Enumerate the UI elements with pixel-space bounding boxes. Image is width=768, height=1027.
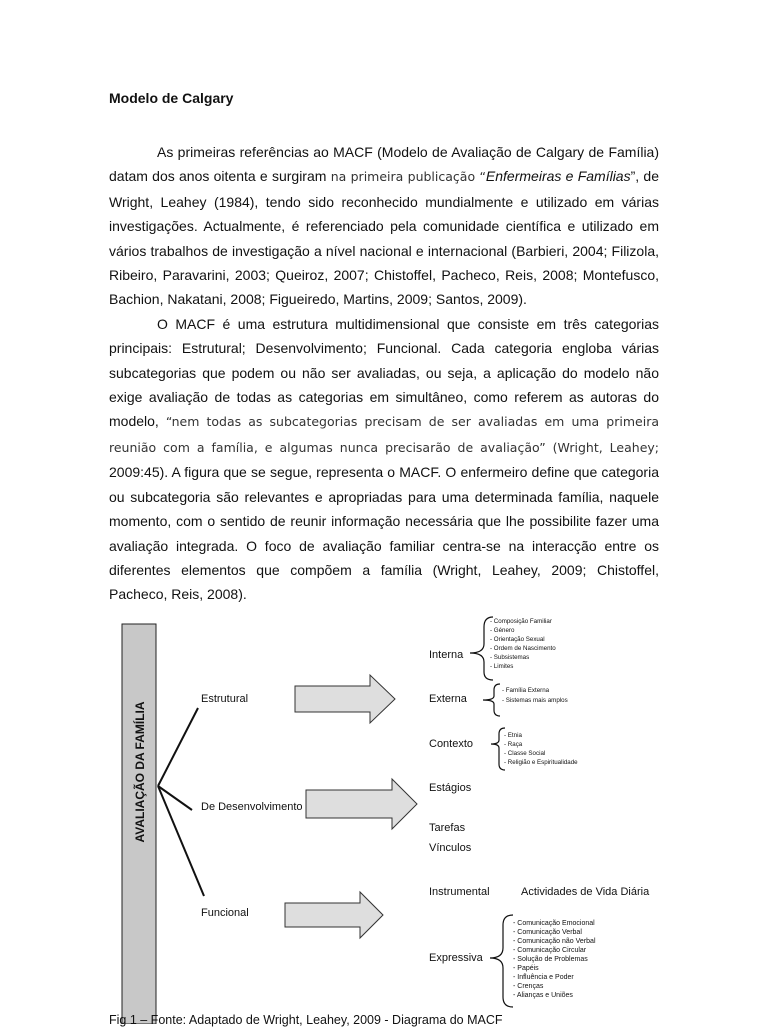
interna-item-6: - Limites <box>490 663 514 670</box>
interna-item-1: - Composição Familiar <box>490 618 552 625</box>
brace-expressiva <box>490 915 513 1007</box>
contexto-items <box>504 732 578 766</box>
sub-expressiva: Expressiva <box>429 952 483 964</box>
externa-item-2: - Sistemas mais amplos <box>502 697 568 704</box>
expressiva-item-3: - Comunicação não Verbal <box>513 938 596 945</box>
interna-item-5: - Subsistemas <box>490 654 530 661</box>
interna-items <box>490 618 556 670</box>
externa-item-1: - Família Externa <box>502 687 550 694</box>
contexto-item-3: - Classe Social <box>504 750 546 757</box>
figure-caption: Fig 1 – Fonte: Adaptado de Wright, Leahey, 2009 - Diagrama do MACF <box>109 1013 503 1027</box>
expressiva-item-2: - Comunicação Verbal <box>513 929 582 936</box>
brace-contexto <box>491 728 505 770</box>
paragraph-1-part-2: na primeira publicação “ <box>330 169 486 185</box>
expressiva-item-4: - Comunicação Circular <box>513 947 587 954</box>
paragraph-2-part-3: 2009:45). A figura que se segue, representa o MACF. O enfermeiro define que categoria ou subcategoria são relevantes e apropriadas para uma determinada família, naquele momento, com o sentido de reunir informação necessária que lhe possibilite fazer uma avaliação integrada. O foco de avaliação familiar centra-se na interacção entre os diferentes elementos que compõem a família (Wright, Leahey, 2009; Chistoffel, Pacheco, Reis, 2008). <box>109 464 659 603</box>
category-funcional: Funcional <box>201 907 249 919</box>
contexto-item-2: - Raça <box>504 741 523 748</box>
expressiva-item-7: - Influência e Poder <box>513 974 574 981</box>
sub-contexto: Contexto <box>429 738 474 750</box>
paragraph-1-part-1: As primeiras referências ao MACF (Modelo de Avaliação de Calgary de Família) datam dos anos oitenta e surgiram <box>109 144 659 185</box>
expressiva-item-5: - Solução de Problemas <box>513 956 588 963</box>
paragraph-1 <box>109 140 659 312</box>
arrow-estrutural <box>295 675 395 723</box>
expressiva-item-1: - Comunicação Emocional <box>513 920 595 927</box>
sub-externa: Externa <box>429 693 467 705</box>
macf-diagram <box>0 600 768 1024</box>
branch-line-estrutural <box>158 708 198 786</box>
expressiva-item-9: - Alianças e Uniões <box>513 992 573 999</box>
section-title: Modelo de Calgary <box>109 90 234 106</box>
expressiva-item-6: - Papéis <box>513 965 539 972</box>
paragraph-2-quote: “nem todas as subcategorias precisam de ser avaliadas em uma primeira reunião com a família, e algumas nunca precisarão de avaliação” (Wright, Leahey; <box>109 414 659 455</box>
contexto-item-1: - Etnia <box>504 732 522 739</box>
interna-item-2: - Género <box>490 627 515 634</box>
sub-instrumental: Instrumental <box>429 886 490 898</box>
paragraph-2 <box>109 312 659 607</box>
desenvolvimento-vinculos: Vínculos <box>429 842 472 854</box>
interna-item-4: - Ordem de Nascimento <box>490 645 556 652</box>
interna-item-3: - Orientação Sexual <box>490 636 545 643</box>
category-estrutural: Estrutural <box>201 693 249 705</box>
brace-externa <box>483 684 500 716</box>
body-text <box>109 140 659 607</box>
externa-items <box>502 687 568 704</box>
paragraph-1-book-title: Enfermeiras e Famílias <box>485 168 631 185</box>
expressiva-items <box>513 920 596 999</box>
root-label: AVALIAÇÃO DA FAMÍLIA <box>133 701 147 843</box>
category-desenvolvimento: De Desenvolvimento <box>201 801 303 813</box>
instrumental-detail: Actividades de Vida Diária <box>521 886 650 898</box>
desenvolvimento-estagios: Estágios <box>429 782 472 794</box>
arrow-funcional <box>285 892 383 938</box>
paragraph-2-part-1: O MACF é uma estrutura multidimensional que consiste em três categorias principais: Estrutural; Desenvolvimento; Funcional. Cada categoria engloba várias subcategorias que podem ou não ser avaliadas, ou seja, a aplicação do modelo não exige avaliação de todas as categorias em simultâneo, como referem as autoras do modelo, <box>109 315 659 430</box>
expressiva-item-8: - Crenças <box>513 983 544 990</box>
paragraph-1-part-4: ”, de Wright, Leahey (1984), tendo sido reconhecido mundialmente e utilizado em várias investigações. Actualmente, é referenciado pela comunidade científica e utilizado em vários trabalhos de investigação a nível nacional e internacional (Barbieri, 2004; Filizola, Ribeiro, Paravarini, 2003; Queiroz, 2007; Chistoffel, Pacheco, Reis, 2008; Montefusco, Bachion, Nakatani, 2008; Figueiredo, Martins, 2009; Santos, 2009). <box>109 168 659 308</box>
arrow-desenvolvimento <box>306 779 417 829</box>
desenvolvimento-tarefas: Tarefas <box>429 822 466 834</box>
sub-interna: Interna <box>429 649 464 661</box>
contexto-item-4: - Religião e Espiritualidade <box>504 759 578 766</box>
